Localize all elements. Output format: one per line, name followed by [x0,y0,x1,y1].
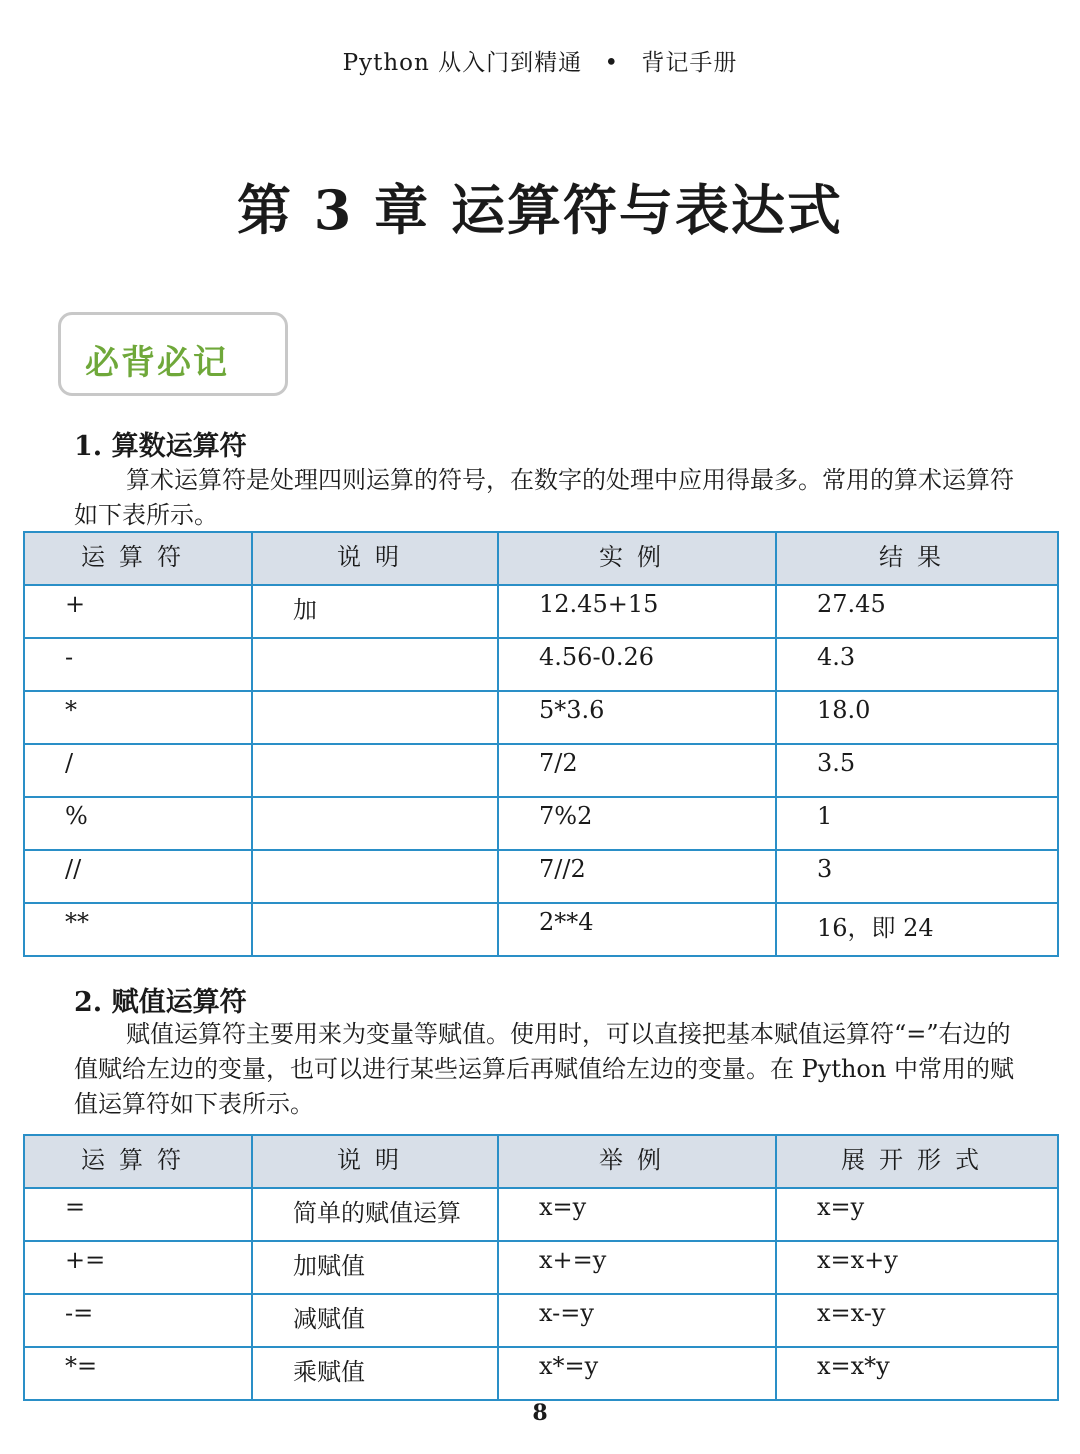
table-cell [252,797,498,850]
table-cell: x+=y [498,1241,776,1294]
table-cell: // [24,850,252,903]
table-row [24,850,1058,903]
table-cell: x=y [498,1188,776,1241]
column-header: 结果 [776,532,1058,585]
table-cell: / [24,744,252,797]
running-header [0,44,1080,77]
section-paragraph-assignment: 赋值运算符主要用来为变量等赋值。使用时，可以直接把基本赋值运算符“=”右边的值赋给左边的变量，也可以进行某些运算后再赋值给左边的变量。在 Python 中常用的赋值运算符如下表所示。 [74,1020,1014,1118]
arithmetic-operators-table [23,531,1059,957]
table-cell: 加赋值 [252,1241,498,1294]
table-cell: = [24,1188,252,1241]
table-cell: 18.0 [776,691,1058,744]
table-cell: ** [24,903,252,956]
table-cell: 简单的赋值运算 [252,1188,498,1241]
table-header-row [24,1135,1058,1188]
table-cell: 27.45 [776,585,1058,638]
table-row [24,1294,1058,1347]
table-cell [252,903,498,956]
table-row [24,903,1058,956]
table-cell: x*=y [498,1347,776,1400]
table-cell: 1 [776,797,1058,850]
table-row [24,1241,1058,1294]
table-cell [252,691,498,744]
column-header: 展开形式 [776,1135,1058,1188]
table-cell: x=x*y [776,1347,1058,1400]
table-cell: x-=y [498,1294,776,1347]
table-row [24,797,1058,850]
column-header: 说明 [252,532,498,585]
table-cell: -= [24,1294,252,1347]
table-cell: + [24,585,252,638]
book-title: Python 从入门到精通 [342,50,583,76]
table-cell: 16，即 24 [776,903,1058,956]
section-paragraph-arithmetic: 算术运算符是处理四则运算的符号，在数字的处理中应用得最多。常用的算术运算符如下表所示。 [74,466,1014,529]
table-cell: % [24,797,252,850]
column-header: 说明 [252,1135,498,1188]
table-row [24,1347,1058,1400]
table-cell: 减赋值 [252,1294,498,1347]
table-cell: 7%2 [498,797,776,850]
section-heading-arithmetic: 1. 算数运算符 [74,431,247,462]
table-cell: 3.5 [776,744,1058,797]
table-cell: x=x+y [776,1241,1058,1294]
column-header: 运算符 [24,1135,252,1188]
assignment-operators-table [23,1134,1059,1401]
table-cell [252,638,498,691]
table-cell: 乘赋值 [252,1347,498,1400]
table-cell: 12.45+15 [498,585,776,638]
must-memorize-badge [58,312,288,396]
table-cell [252,744,498,797]
table-cell: x=x-y [776,1294,1058,1347]
table-cell: 2**4 [498,903,776,956]
table-cell: * [24,691,252,744]
table-row [24,1188,1058,1241]
column-header: 实例 [498,532,776,585]
table-cell: x=y [776,1188,1058,1241]
table-row [24,691,1058,744]
table-cell: *= [24,1347,252,1400]
table-cell: += [24,1241,252,1294]
table-row [24,585,1058,638]
column-header: 运算符 [24,532,252,585]
table-row [24,638,1058,691]
page-number: 8 [532,1400,548,1426]
table-cell: 7//2 [498,850,776,903]
table-cell: 4.3 [776,638,1058,691]
table-cell: 加 [252,585,498,638]
table-header-row [24,532,1058,585]
column-header: 举例 [498,1135,776,1188]
badge-label: 必背必记 [85,343,229,383]
table-cell: 5*3.6 [498,691,776,744]
section-heading-assignment: 2. 赋值运算符 [74,987,247,1018]
table-cell: - [24,638,252,691]
header-separator: • [604,50,620,76]
table-cell: 4.56-0.26 [498,638,776,691]
table-cell [252,850,498,903]
chapter-title: 第 3 章 运算符与表达式 [237,178,843,242]
table-row [24,744,1058,797]
table-cell: 7/2 [498,744,776,797]
table-cell: 3 [776,850,1058,903]
book-subtitle: 背记手册 [641,50,738,76]
